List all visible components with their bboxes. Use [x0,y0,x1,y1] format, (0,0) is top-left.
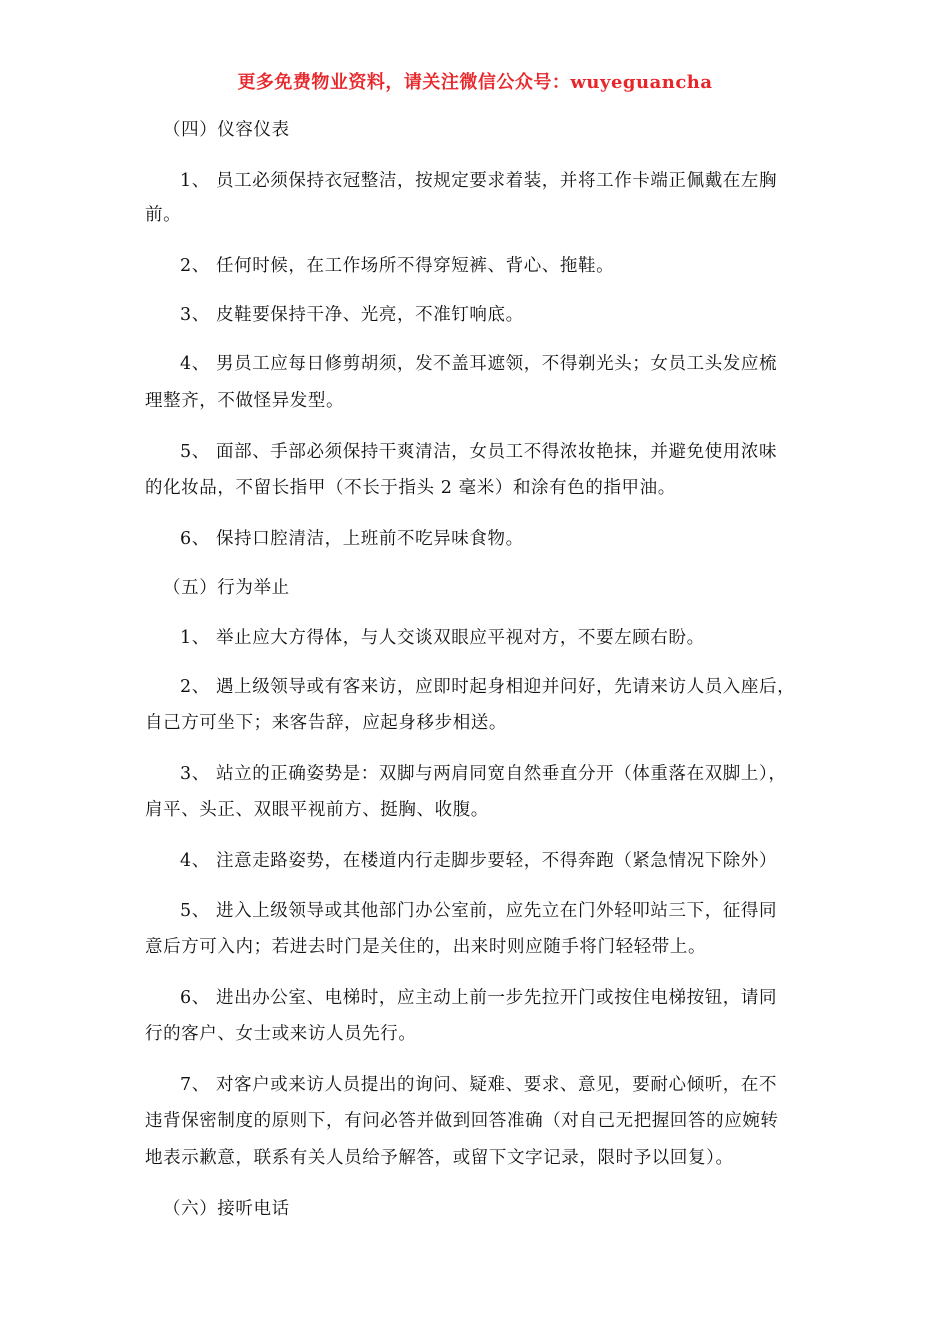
paragraph-line: 5、 面部、手部必须保持干爽清洁，女员工不得浓妆艳抹，并避免使用浓味 [180,442,778,462]
paragraph-line: 2、 任何时候，在工作场所不得穿短裤、背心、拖鞋。 [180,256,615,276]
paragraph-line: 7、 对客户或来访人员提出的询问、疑难、要求、意见，要耐心倾听，在不 [180,1075,778,1095]
paragraph-line: 行的客户、女士或来访人员先行。 [145,1024,417,1044]
paragraph-line: 意后方可入内；若进去时门是关住的，出来时则应随手将门轻轻带上。 [145,937,707,957]
paragraph-line: 自己方可坐下；来客告辞，应起身移步相送。 [145,713,507,733]
paragraph-line: 4、 注意走路姿势，在楼道内行走脚步要轻，不得奔跑（紧急情况下除外） [180,851,778,871]
paragraph-line: 肩平、头正、双眼平视前方、挺胸、收腹。 [145,800,489,820]
promo-banner: 更多免费物业资料，请关注微信公众号：wuyeguancha [237,72,713,93]
section-heading-behavior: （五）行为举止 [163,578,290,598]
section-heading-appearance: （四）仪容仪表 [163,120,290,140]
paragraph-line: 5、 进入上级领导或其他部门办公室前，应先立在门外轻叩站三下，征得同 [180,901,778,921]
paragraph-line: 的化妆品，不留长指甲（不长于指头 2 毫米）和涂有色的指甲油。 [145,478,676,498]
paragraph-line: 理整齐，不做怪异发型。 [145,391,345,411]
paragraph-line: 3、 皮鞋要保持干净、光亮，不准钉响底。 [180,305,524,325]
paragraph-line: 前。 [145,205,182,225]
section-heading-phone: （六）接听电话 [163,1199,290,1219]
paragraph-line: 4、 男员工应每日修剪胡须，发不盖耳遮领，不得剃光头；女员工头发应梳 [180,354,778,374]
paragraph-line: 1、 举止应大方得体，与人交谈双眼应平视对方，不要左顾右盼。 [180,628,705,648]
paragraph-line: 6、 保持口腔清洁，上班前不吃异味食物。 [180,529,524,549]
paragraph-line: 违背保密制度的原则下，有问必答并做到回答准确（对自己无把握回答的应婉转 [145,1111,779,1131]
paragraph-line: 3、 站立的正确姿势是：双脚与两肩同宽自然垂直分开（体重落在双脚上）， [180,764,787,784]
paragraph-line: 6、 进出办公室、电梯时，应主动上前一步先拉开门或按住电梯按钮，请同 [180,988,778,1008]
paragraph-line: 2、 遇上级领导或有客来访，应即时起身相迎并问好，先请来访人员入座后， [180,677,796,697]
paragraph-line: 地表示歉意，联系有关人员给予解答，或留下文字记录，限时予以回复）。 [145,1148,734,1168]
paragraph-line: 1、 员工必须保持衣冠整洁，按规定要求着装，并将工作卡端正佩戴在左胸 [180,171,778,191]
